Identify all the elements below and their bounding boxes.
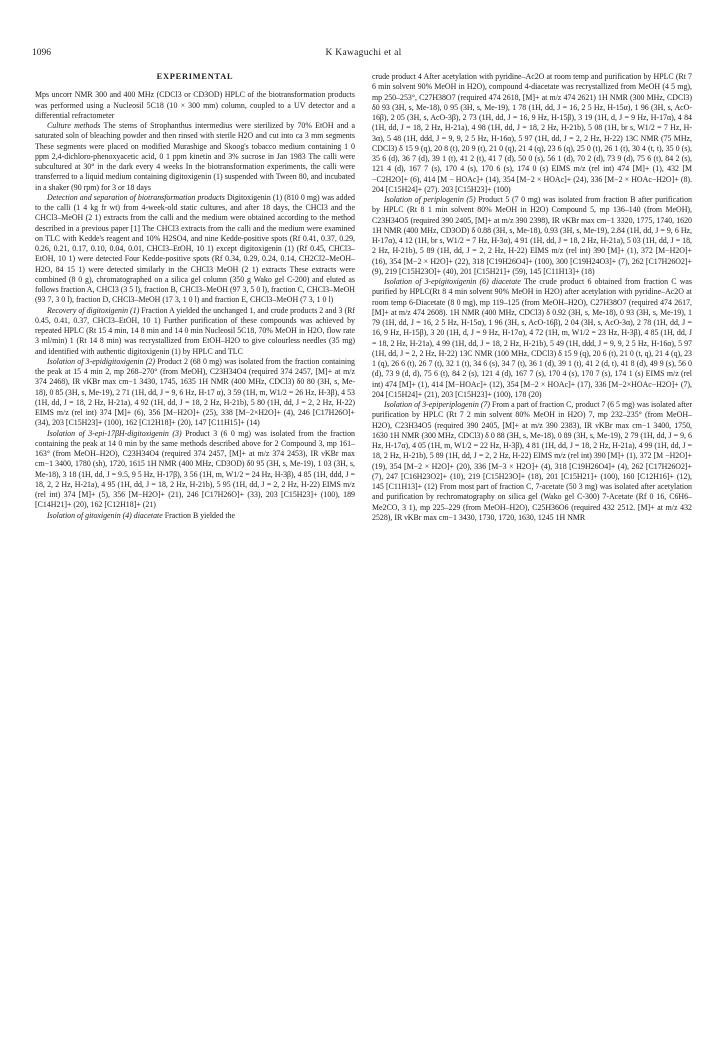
paragraph-text: The crude product 6 obtained from fraction C was purified by HPLC(Rt 8 4 min solvent 90% MeOH in H2O) after acetylation with pyridine–Ac2O at room temp 6-Diacetate (8 0 mg), mp 119–125 (from MeOH–H2O), C27H38O7 (required 474 2617, [M]+ at m/z 474 2608). 1H NMR (400 MHz, CDCl3) δ 0.92 (3H, s, Me-18), 0 93 (3H, s, Me-19), 1 79 (1H, dd, J = 16, 2 5 Hz, H-15α), 1 96 (3H, s, AcO-16β), 2 04 (3H, s, AcO-3α), 2 78 (1H, dd, J = 16, 9 Hz, H-15β), 3 20 (1H, d, J = 9 Hz, H-17α), 4 72 (1H, m, W1/2 = 23 Hz, H-3β), 4 85 (1H, dd, J = 18, 2 Hz, H-21a), 4 99 (1H, dd, J = 18, 2 Hz, H-21b), 5 49 (1H, ddd, J = 9, 9, 2 5 Hz, H-16α), 5 97 (1H, dd, J = 2, 2 Hz, H-22) 13C NMR (100 MHz, CDCl3) δ 15 9 (q), 20 6 (t), 21 0 (t, q), 21 4 (q), 23 1 (q), 26 6 (t), 26 7 (t), 32 1 (t), 34 6 (s), 34 7 (t), 36 1 (d), 39 1 (t), 41 2 (d, t), 41 8 (d), 49 9 (s), 56 0 (d), 73 9 (d, d), 75 6 (t), 84 2 (s), 121 4 (d), 167 7 (s), 170 4 (s), 170 7 (s), 174 1 (s) EIMS m/z (rel int) 474 [M]+ (1), 414 [M−HOAc]+ (12), 354 [M−2 × HOAc]+ (17), 336 [M−2×HOAc−H2O]+ (7), 204 [C15H24]+ (21), 203 [C15H23]+ (100), 178 (20) [372,277,693,399]
paragraph-isolation-3 [35,429,355,511]
paragraph-detection-separation [35,193,355,306]
paragraph-text: Digitoxigenin (1) (810 0 mg) was added to the calli (1 4 kg fr wt) from 4-week-old static cultures, and after 18 days, the CHCl3 and the CHCl3–MeOH (2 1) extracts from the calli and the medium were obtained according to the method described in a previous paper [1] The CHCl3 extracts from the calli and the medium were examined on TLC with Kedde's reagent and 10% H2SO4, and nine Kedde-positive spots (Rf 0.41, 0.37, 0.29, 0.26, 0.21, 0.17, 0.10, 0.04, 0.01, CHCl3–EtOH, 10 1) except digitoxigenin (1) (Rf 0.45, CHCl3–EtOH, 10 1) were detected Four Kedde-positive spots (Rf 0.34, 0.29, 0.24, 0.14, CH2Cl2–MeOH–H2O, 84 15 1) were detected similarly in the CHCl3 MeOH (2 1) extracts These extracts were combined (8 0 g), chromatographed on a silica gel column (350 g Wako gel C-200) and eluted as follows fraction A, CHCl3 (3 5 l), fraction B, CHCl3–MeOH (97 3, 5 0 l), fraction C, CHCl3–MeOH (93 7, 3 0 l), fraction D, CHCl3–MeOH (17 3, 1 0 l) and fraction E, CHCl3–MeOH (7 3, 1 0 l) [35,192,355,305]
right-column [372,72,692,523]
paragraph-text: Fraction B yielded the [164,510,236,520]
left-column [35,72,355,521]
paragraph-runin: Isolation of periplogenin (5) [384,195,476,204]
paragraph-runin: Isolation of 3-epidigitoxigenin (2) [47,356,155,366]
paragraph-isolation-7 [372,400,692,523]
paragraph-text: Product 2 (68 0 mg) was isolated from the fraction containing the peak at 15 4 min 2, mp 268–270° (from MeOH), C23H34O4 (required 374 2457, [M]+ at m/z 374 2468), IR νKBr max cm−1 3430, 1745, 1635 1H NMR (400 MHz, CDCl3) δ0 80 (3H, s, Me-18), 0 85 (3H, s, Me-19), 2 71 (1H, dd, J = 9, 6 Hz, H-17 α), 3 59 (1H, m, W1/2 = 26 Hz, H-3β), 4 53 (1H, dd, J = 18, 2 Hz, H-21a), 4 92 (1H, dd, J = 18, 2 Hz, H-21b), 5 80 (1H, dd, J = 2, 2 Hz, H-22) EIMS m/z (rel int) 374 [M]+ (6), 356 [M−H2O]+ (25), 338 [M−2×H2O]+ (4), 246 [C17H26O]+ (34), 203 [C15H23]+ (100), 162 [C12H18]+ (20), 147 [C11H15]+ (14) [35,356,355,428]
paragraph-runin: Isolation of 3-epiperiplogenin (7) [384,400,490,409]
paragraph-text: Fraction A yielded the unchanged 1, and crude products 2 and 3 (Rf 0.45, 0.41, 0.37, CHCl3–EtOH, 10 1) Further purification of these compounds was achieved by repeated HPLC (Rt 15 4 min, 14 8 min and 14 0 min Nucleosil 5C18, 70% MeOH in H2O, flow rate 3 ml/min) 1 (Rt 14 8 min) was recrystallized from EtOH–H2O to give colourless needles (35 mg) and identified with authentic digitoxigenin (1) by HPLC and TLC [35,305,355,356]
paragraph-isolation-5 [372,195,692,277]
paragraph-isolation-6 [372,277,692,400]
running-head [32,46,695,60]
paragraph-runin: Isolation of gitoxigenin (4) diacetate [47,510,163,520]
paragraph-isolation-2 [35,357,355,429]
paragraph-text: From a part of fraction C, product 7 (6 5 mg) was isolated after purification by HPLC (Rt 7 2 min solvent 80% MeOH in H2O) 7, mp 232–235° (from MeOH–H2O), C23H34O5 (required 390 2405, [M]+ at m/z 390 2383), IR νKBr max cm−1 3400, 1750, 1630 1H NMR (300 MHz, CDCl3) δ 0 88 (3H, s, Me-18), 0 89 (3H, s, Me-19), 2 79 (1H, dd, J = 9, 6 Hz, H-17α), 4 05 (1H, m, W1/2 = 22 Hz, H-3β), 4 81 (1H, dd, J = 18, 2 Hz, H-21a), 4 99 (1H, dd, J = 18, 2 Hz, H-21b), 5 89 (1H, dd, J = 2, 2 Hz, H-22) EIMS m/z (rel int) 390 [M]+ (1), 372 [M −H2O]+ (19), 354 [M−2 × H2O]+ (20), 336 [M−3 × H2O]+ (4), 318 [C19H26O4]+ (4), 262 [C17H26O2]+ (7), 247 [C16H23O2]+ (10), 219 [C15H23O]+ (18), 201 [C15H21]+ (100), 160 [C12H16]+ (12), 145 [C11H13]+ (12) From most part of fraction C, 7-acetate (50 3 mg) was isolated after acetylation and purification by rechromatography on silica gel (Wako gel C-300) 7-Acetate (Rf 0 16, C6H6–Me2CO, 3 1), mp 225–229 (from MeOH–H2O), C25H36O6 (required 432 2512. [M]+ at m/z 432 2528), IR νKBr max cm−1 3430, 1730, 1720, 1630, 1245 1H NMR [372,400,692,522]
paragraph-runin: Recovery of digitoxigenin (1) [47,305,140,315]
paragraph-runin: Detection and separation of biotransformation products [47,192,225,202]
paragraph-text: The stems of Strophanthus intermedius were sterilized by 70% EtOH and a saturated soln of bleaching powder and then rinsed with sterile H2O and cut into ca 3 mm segments These segments were placed on modified Murashige and Skoog's tobacco medium containing 1 0 ppm 2,4-dichloro-phenoxyacetic acid, 0 1 ppm kinetin and 3% sucrose in Jan 1983 The calli were subcultured at 30° in the dark every 4 weeks In the biotransformation experiments, the calli were transferred to a liquid medium containing digitoxigenin (1) suspended with Tween 80, and incubated in a shaker (90 rpm) for 3 or 18 days [35,121,355,192]
running-head-authors: K Kawaguchi et al [325,48,402,58]
paragraph-recovery-digitoxigenin [35,306,355,357]
paragraph-runin: Culture methods [47,121,101,130]
paragraph-text: Product 5 (7 0 mg) was isolated from fraction B after purification by HPLC (Rt 8 1 min solvent 80% MeOH in H2O) Compound 5, mp 136–140 (from MeOH), C23H34O5 (required 390 2405, [M]+ at m/z 390 2398), IR νKBr max cm−1 3320, 1775, 1740, 1620 1H NMR (400 MHz, CD3OD) δ 0.88 (3H, s, Me-18), 0.93 (3H, s, Me-19), 2.84 (1H, dd, J = 9, 6 Hz, H-17α), 4 12 (1H, br s, W1/2 = 7 Hz, H-3α), 4 91 (1H, dd, J = 18, 2 Hz, H-21a), 5 03 (1H, dd, J = 18, 2 Hz, H-21b), 5 89 (1H, dd, J = 2, 2 Hz, H-22) EIMS m/z (rel int) 390 [M]+ (1), 372 [M−H2O]+ (16), 354 [M−2 × H2O]+ (22), 318 [C19H26O4]+ (100), 300 [C19H24O3]+ (7), 262 [C17H26O2]+ (9), 219 [C15H23O]+ (40), 201 [C15H21]+ (59), 145 [C11H13]+ (18) [372,195,692,276]
paragraph-text: crude product 4 After acetylation with pyridine–Ac2O at room temp and purification by HPLC (Rt 7 6 min solvent 90% MeOH in H2O), compound 4-diacetate was recrystallized from MeOH (4 5 mg), mp 250–253°, C27H38O7 (required 474 2618, [M]+ at m/z 474 2621) 1H NMR (300 MHz, CDCl3) δ0 93 (3H, s, Me-18), 0 95 (3H, s, Me-19), 1 78 (1H, dd, J = 16, 2 5 Hz, H-15α), 1 96 (3H, s, AcO-16β), 2 05 (3H, s, AcO-3β), 2 73 (1H, dd, J = 16, 9 Hz, H-15β), 3 19 (1H, d, J = 9 Hz, H-17α), 4 84 (1H, dd, J = 18, 2 Hz, H-21a), 4 98 (1H, dd, J = 18, 2 Hz, H-21b), 5 08 (1H, br s, W1/2 = 7 Hz, H-3α), 5 48 (1H, ddd, J = 9, 9, 2 5 Hz, H-16α), 5 97 (1H, dd, J = 2, 2 Hz, H-22) 13C NMR (75 MHz, CDCl3) δ 15 9 (q), 20 8 (t), 20 9 (t), 21 0 (q), 21 4 (q), 23 6 (q), 25 0 (t), 26 1 (t), 30 4 (t, t), 35 0 (s), 35 6 (d), 36 7 (d), 39 1 (t), 41 2 (t), 41 7 (d), 50 0 (s), 56 1 (d), 70 2 (d), 73 9 (d), 75 6 (t), 84 2 (s), 121 4 (d), 167 7 (s), 170 4 (s), 170 6 (s), 174 0 (s) EIMS m/z (rel int) 474 [M]+ (1), 432 [M −C2H2O]+ (6), 414 [M − HOAc]+ (14), 354 [M−2 × HOAc]+ (24), 336 [M−2 × HOAc−H2O]+ (8). 204 [C15H24]+ (27). 203 [C15H23]+ (100) [372,72,692,194]
paragraph-text: Mps uncorr NMR 300 and 400 MHz (CDCl3 or CD3OD) HPLC of the biotransformation products was performed using a Nucleosil 5C18 (10 × 300 mm) column, coupled to a UV detector and a differential refractometer [35,90,355,120]
paragraph-runin: Isolation of 3-epigitoxigenin (6) diacetate [384,277,521,286]
paragraph-isolation-4-cont [372,72,692,195]
paragraph-runin: Isolation of 3-epi-17βH-digitoxigenin (3) [47,428,182,438]
paragraph-isolation-4 [35,511,355,521]
paragraph-culture-methods [35,121,355,193]
paragraph-instruments [35,90,355,121]
paragraph-text: Product 3 (6 0 mg) was isolated from the fraction containing the peak at 14 0 min by the same methods described above for 2 Compound 3, mp 161–163° (from MeOH–H2O), C23H34O4 (required 374 2457, [M]+ at m/z 374 2453), IR νKBr max cm−1 3400, 1780 (sh), 1720, 1615 1H NMR (400 MHz, CD3OD) δ0 95 (3H, s, Me-19), 1 03 (3H, s, Me-18), 3 18 (1H, dd, J = 9.5, 9 5 Hz, H-17β), 3 56 (1H, m, W1/2 = 24 Hz, H-3β), 4 85 (1H, ddd, J = 18, 2, 2 Hz, H-21a), 4 95 (1H, dd, J = 18, 2 Hz, H-21b), 5 95 (1H, dd, J = 2, 2 Hz, H-22) EIMS m/z (rel int) 374 [M]+ (5), 356 [M−H2O]+ (21), 246 [C17H26O]+ (33), 203 [C15H23]+ (100), 189 [C14H21]+ (20), 162 [C12H18]+ (21) [35,428,356,510]
section-heading: EXPERIMENTAL [156,72,234,81]
page-number: 1096 [32,48,51,58]
